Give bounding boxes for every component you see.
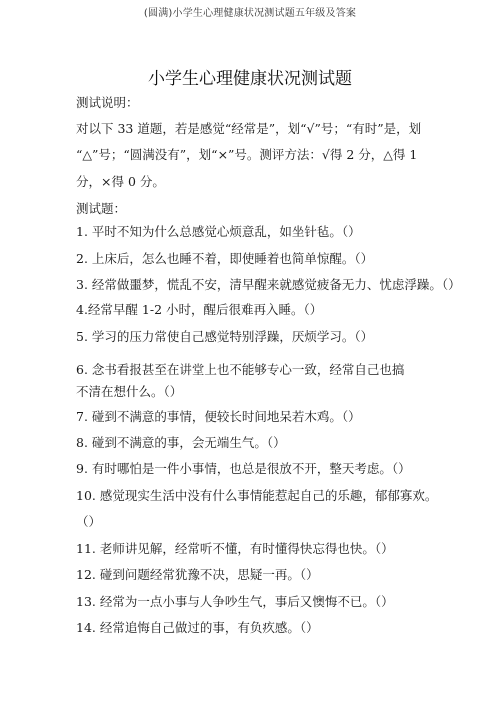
question-item: 2. 上床后，怎么也睡不着，即使睡着也简单惊醒。（） (76, 251, 374, 266)
question-item: 5. 学习的压力常使自己感觉特别浮躁，厌烦学习。（） (76, 329, 374, 344)
document-header: (圆满)小学生心理健康状况测试题五年级及答案 (143, 8, 357, 19)
question-item: 9. 有时哪怕是一件小事情，也总是很放不开，整天考虑。（） (76, 461, 411, 476)
question-item: 6. 念书看报甚至在讲堂上也不能够专心一致，经常自己也搞不清在想什么。（） (76, 362, 405, 399)
questions-label: 测试题： (76, 201, 127, 216)
question-item: 4.经常早醒 1-2 小时，醒后很难再入睡。（） (76, 302, 323, 317)
question-item: 3. 经常做噩梦，慌乱不安，清早醒来就感觉疲备无力、忧虑浮躁。（） (76, 277, 461, 292)
question-item: 7. 碰到不满意的事情，便较长时间地呆若木鸡。（） (76, 409, 361, 424)
question-item: 13. 经常为一点小事与人争吵生气，事后又懊悔不已。（） (76, 594, 394, 609)
question-item: 11. 老师讲见解，经常听不懂，有时懂得快忘得也快。（） (76, 541, 394, 556)
intro-label: 测试说明： (76, 95, 139, 110)
question-item: （） (76, 514, 102, 529)
intro-line-3: 分，×得 0 分。 (76, 174, 165, 189)
page-title: 小学生心理健康状况测试题 (148, 69, 352, 89)
question-item: 8. 碰到不满意的事，会无端生气。（） (76, 435, 286, 450)
question-item: 12. 碰到问题经常犹豫不决，思疑一再。（） (76, 567, 319, 582)
question-item: 14. 经常追悔自己做过的事，有负疚感。（） (76, 620, 319, 635)
intro-line-1: 对以下 33 道题，若是感觉“经常是”，划“√”号；“有时”是，划 (76, 121, 422, 136)
intro-line-2: “△”号；“圆满没有”，划“×”号。测评方法：√得 2 分，△得 1 (76, 147, 418, 162)
question-item: 10. 感觉现实生活中没有什么事情能惹起自己的乐趣，郁郁寡欢。 (76, 488, 438, 503)
question-item: 1. 平时不知为什么总感觉心烦意乱，如坐针毡。（） (76, 224, 361, 239)
